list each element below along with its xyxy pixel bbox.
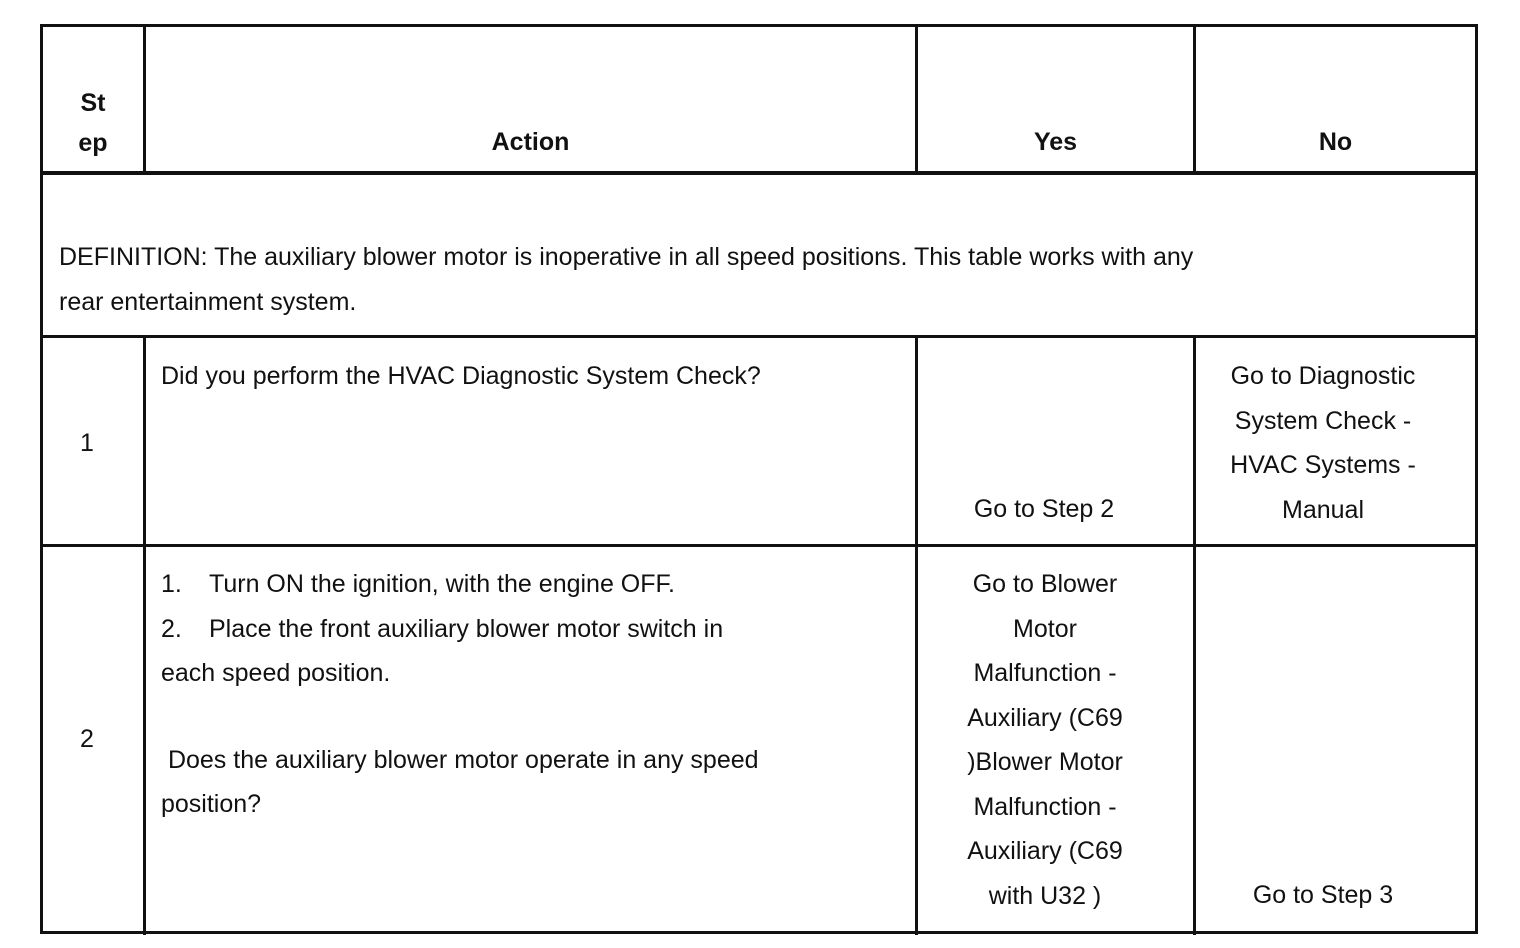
column-divider-step-body — [143, 335, 146, 935]
definition-text: DEFINITION: The auxiliary blower motor is inoperative in all speed positions. This table works with any rear entertainment system. — [59, 243, 1194, 316]
header-yes: Yes — [1033, 128, 1078, 156]
diagnostic-table — [40, 24, 1478, 934]
header-action: Action — [491, 128, 570, 156]
row2-step: 2 — [80, 725, 94, 753]
header-bottom-border — [43, 171, 1475, 175]
row1-action: Did you perform the HVAC Diagnostic System Check? — [161, 362, 761, 390]
row1-bottom-border — [43, 544, 1475, 547]
header-no: No — [1318, 128, 1353, 156]
row1-no: Go to Diagnostic System Check - HVAC Systems - Manual — [1230, 362, 1416, 524]
list-item: 2. Place the front auxiliary blower motor switch in — [161, 614, 724, 643]
list-item: 1. Turn ON the ignition, with the engine OFF. — [161, 570, 675, 598]
row2-yes: Go to Blower Motor Malfunction - Auxiliary (C69 )Blower Motor Malfunction - Auxiliary (C69 with U32 ) — [967, 570, 1123, 910]
row2-no: Go to Step 3 — [1252, 881, 1394, 909]
row1-step: 1 — [80, 429, 94, 457]
definition-bottom-border — [43, 335, 1475, 338]
header-step: St ep — [78, 89, 108, 157]
row1-yes: Go to Step 2 — [973, 495, 1115, 523]
row2-action: 1. Turn ON the ignition, with the engine OFF. 2. Place the front auxiliary blower motor switch in each speed position. Does the auxiliary blower motor operate in any speed position? — [161, 562, 901, 827]
